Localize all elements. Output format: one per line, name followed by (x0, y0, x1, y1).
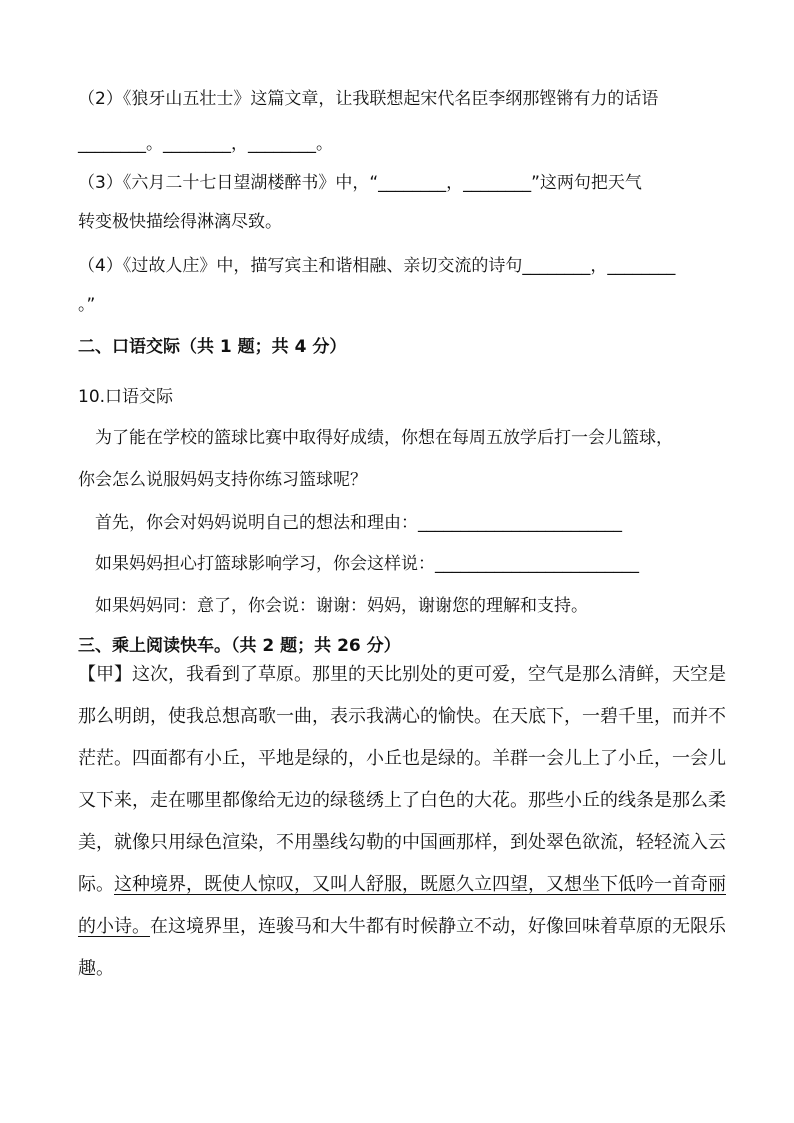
passage-underlined-sentence: 这种境界，既使人惊叹，又叫人舒服，既愿久立四望，又想坐下低吟一首奇丽的小诗。 (78, 874, 726, 937)
q10-intro-line1: 为了能在学校的篮球比赛中取得好成绩，你想在每周五放学后打一会儿篮球， (95, 428, 673, 448)
q10-intro-line2: 你会怎么说服妈妈支持你练习篮球呢？ (78, 470, 367, 490)
q9-item2-line2: ________。________，________。 (78, 134, 333, 154)
q9-item4-line1: （4）《过故人庄》中，描写宾主和谐相融、亲切交流的诗句________，________ (78, 256, 676, 276)
q9-item3-line2: 转变极快描绘得淋漓尽致。 (78, 212, 282, 232)
q10-prompt1: 首先，你会对妈妈说明自己的想法和理由：________________________ (95, 513, 622, 533)
q10-prompt2: 如果妈妈担心打篮球影响学习，你会这样说：________________________ (95, 554, 639, 574)
passage-part1: 【甲】这次，我看到了草原。那里的天比别处的更可爱，空气是那么清鲜，天空是那么明朗，使我总想高歌一曲，表示我满心的愉快。在天底下，一碧千里，而并不茫茫。四面都有小丘，平地是绿的，小丘也是绿的。羊群一会儿上了小丘，一会儿又下来，走在哪里都像给无边的绿毯绣上了白色的大花。那些小丘的线条是那么柔美，就像只用绿色渲染，不用墨线勾勒的中国画那样，到处翠色欲流，轻轻流入云际。 (78, 664, 726, 895)
q9-item4-line2: 。” (78, 295, 96, 315)
passage-part2: 在这境界里，连骏马和大牛都有时候静立不动，好像回味着草原的无限乐趣。 (78, 916, 726, 979)
q9-item3-line1: （3）《六月二十七日望湖楼醉书》中，“________，________”这两句把天气 (78, 173, 642, 193)
q9-item2-line1: （2）《狼牙山五壮士》这篇文章，让我联想起宋代名臣李纲那铿锵有力的话语 (78, 89, 659, 109)
section2-heading: 二、口语交际（共 1 题；共 4 分） (78, 337, 347, 357)
passage-jia (78, 654, 726, 990)
section3-heading: 三、乘上阅读快车。（共 2 题；共 26 分） (78, 636, 401, 656)
q10-title: 10.口语交际 (78, 387, 174, 407)
q10-prompt3: 如果妈妈同：意了，你会说：谢谢：妈妈，谢谢您的理解和支持。 (95, 596, 588, 616)
